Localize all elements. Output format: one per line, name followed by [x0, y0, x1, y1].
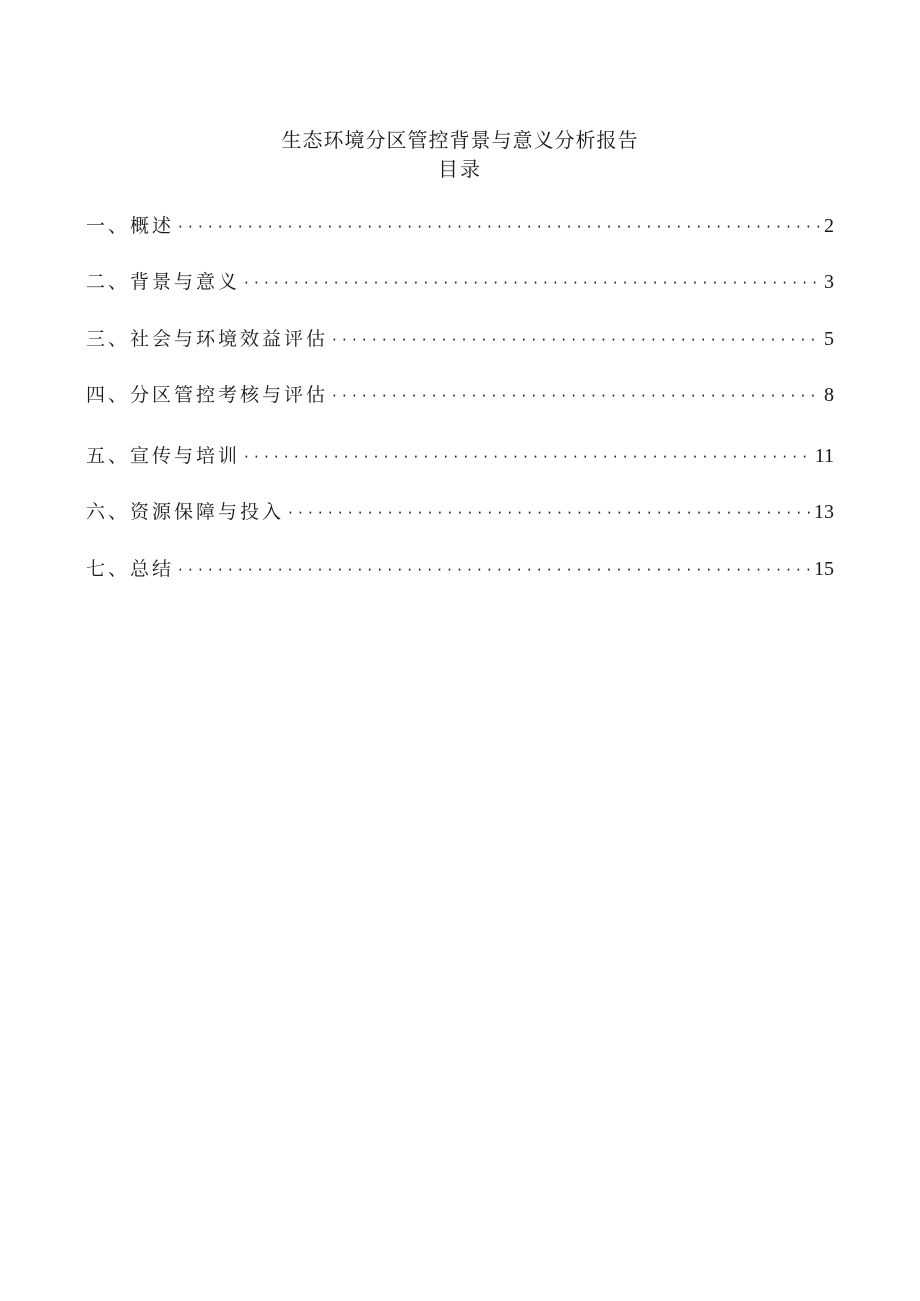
toc-entry-label: 一、概述: [86, 215, 175, 237]
toc-dot-leader: [332, 381, 822, 411]
toc-entry-summary[interactable]: [86, 554, 834, 584]
toc-dot-leader: [178, 555, 812, 585]
toc-entry-label: 二、背景与意义: [86, 271, 241, 293]
toc-entry-zoning-evaluation[interactable]: [86, 380, 834, 410]
document-title: 生态环境分区管控背景与意义分析报告: [281, 128, 639, 152]
toc-dot-leader: [244, 268, 822, 298]
toc-entry-page-number: 8: [824, 384, 834, 406]
toc-dot-leader: [288, 498, 812, 528]
toc-entry-label: 六、资源保障与投入: [86, 501, 285, 523]
toc-entry-label: 五、宣传与培训: [86, 445, 241, 467]
toc-entry-publicity-training[interactable]: [86, 441, 834, 471]
toc-entry-label: 七、总结: [86, 558, 175, 580]
toc-entry-benefit-assessment[interactable]: [86, 324, 834, 354]
toc-entry-page-number: 3: [824, 271, 834, 293]
toc-entry-page-number: 15: [814, 558, 834, 580]
toc-entry-label: 三、社会与环境效益评估: [86, 328, 329, 350]
toc-entry-resources[interactable]: [86, 497, 834, 527]
toc-entry-background[interactable]: [86, 267, 834, 297]
toc-heading: 目录: [438, 157, 482, 181]
toc-dot-leader: [244, 442, 813, 472]
toc-entry-overview[interactable]: [86, 211, 834, 241]
toc-entry-page-number: 2: [824, 215, 834, 237]
toc-dot-leader: [178, 212, 822, 242]
toc-entry-label: 四、分区管控考核与评估: [86, 384, 329, 406]
toc-dot-leader: [332, 325, 822, 355]
toc-entry-page-number: 5: [824, 328, 834, 350]
toc-entry-page-number: 11: [814, 445, 834, 467]
toc-entry-page-number: 13: [814, 501, 834, 523]
